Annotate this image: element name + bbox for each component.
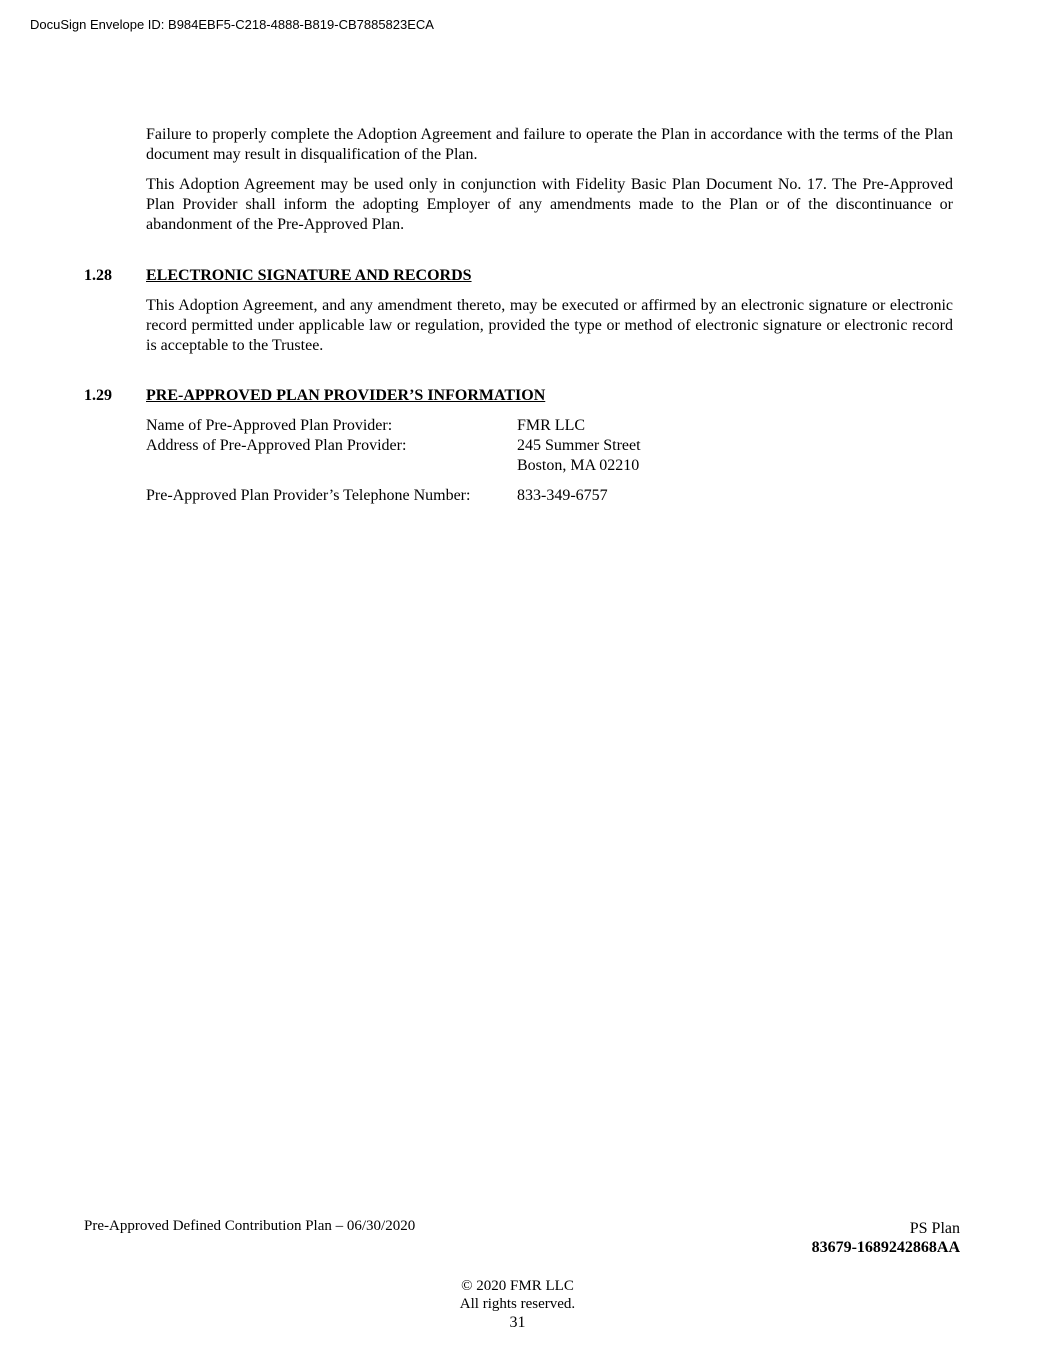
section-title-electronic-signature: ELECTRONIC SIGNATURE AND RECORDS	[146, 267, 472, 284]
section-number-1-28: 1.28	[84, 267, 112, 284]
section-title-provider-information: PRE-APPROVED PLAN PROVIDER’S INFORMATION	[146, 387, 546, 404]
section-number-1-29: 1.29	[84, 387, 112, 404]
footer-rights: All rights reserved.	[459, 1296, 576, 1312]
footer-copyright: © 2020 FMR LLC	[461, 1278, 574, 1294]
provider-name-label: Name of Pre-Approved Plan Provider:	[146, 417, 393, 434]
provider-name-value: FMR LLC	[517, 417, 586, 434]
provider-phone-label: Pre-Approved Plan Provider’s Telephone Number:	[146, 487, 471, 504]
footer-plan-type: PS Plan	[909, 1220, 960, 1237]
footer-plan-info	[812, 1219, 960, 1257]
page-number: 31	[509, 1314, 526, 1331]
envelope-id: DocuSign Envelope ID: B984EBF5-C218-4888-B819-CB7885823ECA	[30, 17, 434, 32]
provider-address-line1: 245 Summer Street	[517, 437, 641, 454]
footer-copyright-block	[0, 1277, 1035, 1333]
provider-address-label: Address of Pre-Approved Plan Provider:	[146, 437, 407, 454]
provider-phone-value: 833-349-6757	[517, 487, 608, 504]
intro-paragraph-1: Failure to properly complete the Adoption Agreement and failure to operate the Plan in accordance with the terms of the Plan document may result in disqualification of the Plan.	[146, 126, 953, 163]
section-1-28-body: This Adoption Agreement, and any amendment thereto, may be executed or affirmed by an electronic signature or electronic record permitted under applicable law or regulation, provided the type or method of electronic signature or electronic record is acceptable to the Trustee.	[146, 297, 953, 354]
provider-address-line2: Boston, MA 02210	[517, 457, 640, 474]
footer-plan-id: 83679-1689242868AA	[811, 1239, 960, 1256]
intro-paragraph-2: This Adoption Agreement may be used only in conjunction with Fidelity Basic Plan Document No. 17. The Pre-Approved Plan Provider shall inform the adopting Employer of any amendments made to the Plan or of the discontinuance or abandonment of the Pre-Approved Plan.	[146, 176, 953, 233]
footer-plan-title: Pre-Approved Defined Contribution Plan – 06/30/2020	[84, 1218, 416, 1234]
